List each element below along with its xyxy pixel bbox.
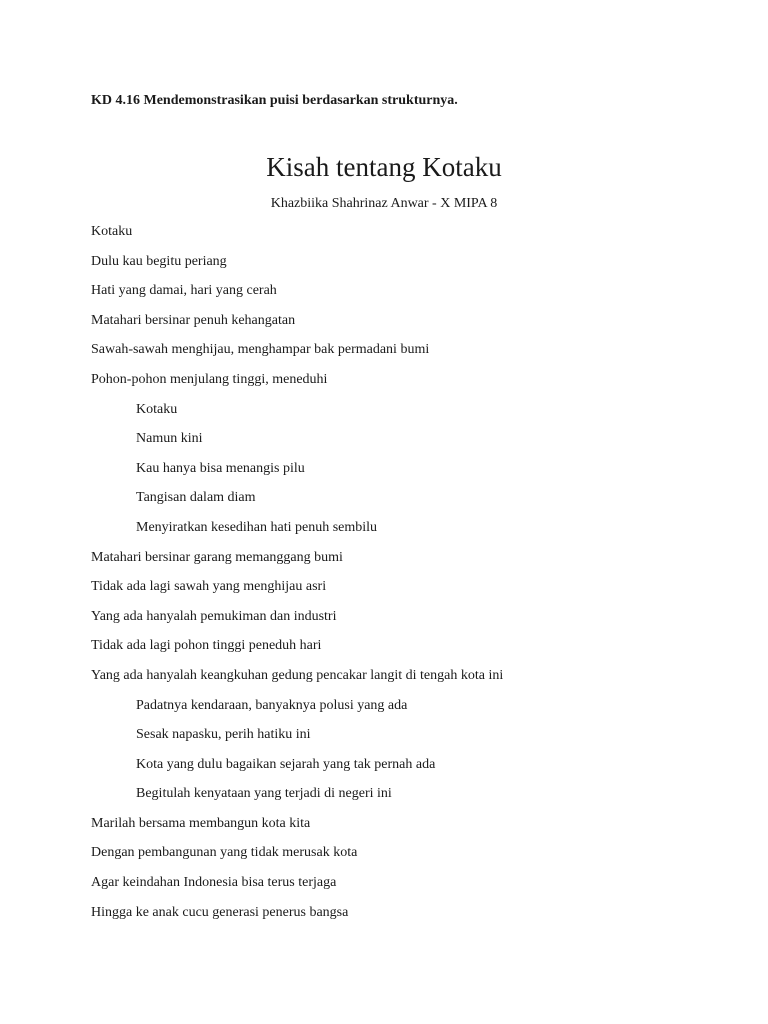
kd-heading: KD 4.16 Mendemonstrasikan puisi berdasarkan strukturnya. xyxy=(91,93,458,108)
poem-line: Hingga ke anak cucu generasi penerus bangsa xyxy=(91,904,349,920)
poem-line: Begitulah kenyataan yang terjadi di negeri ini xyxy=(136,786,392,802)
poem-line: Kota yang dulu bagaikan sejarah yang tak pernah ada xyxy=(136,756,436,772)
poem-line: Tidak ada lagi sawah yang menghijau asri xyxy=(91,579,327,595)
poem-line: Kau hanya bisa menangis pilu xyxy=(136,460,305,476)
poem-body xyxy=(91,223,503,933)
poem-line: Matahari bersinar penuh kehangatan xyxy=(91,312,296,328)
poem-line: Pohon-pohon menjulang tinggi, meneduhi xyxy=(91,371,328,387)
poem-line: Sawah-sawah menghijau, menghampar bak permadani bumi xyxy=(91,342,430,358)
poem-line: Tidak ada lagi pohon tinggi peneduh hari xyxy=(91,638,322,654)
poem-line: Menyiratkan kesedihan hati penuh sembilu xyxy=(136,519,378,535)
poem-line: Marilah bersama membangun kota kita xyxy=(91,815,311,831)
poem-line: Tangisan dalam diam xyxy=(136,490,256,506)
poem-line: Dengan pembangunan yang tidak merusak kota xyxy=(91,845,358,861)
poem-line: Yang ada hanyalah pemukiman dan industri xyxy=(91,608,337,624)
poem-line: Sesak napasku, perih hatiku ini xyxy=(136,727,311,743)
poem-line: Padatnya kendaraan, banyaknya polusi yang ada xyxy=(136,697,408,713)
poem-title: Kisah tentang Kotaku xyxy=(266,152,502,182)
poem-line: Yang ada hanyalah keangkuhan gedung pencakar langit di tengah kota ini xyxy=(91,667,504,683)
poem-line: Hati yang damai, hari yang cerah xyxy=(91,283,277,299)
poem-author: Khazbiika Shahrinaz Anwar - X MIPA 8 xyxy=(270,196,498,211)
poem-line: Kotaku xyxy=(91,224,133,239)
poem-line: Agar keindahan Indonesia bisa terus terjaga xyxy=(91,875,337,891)
poem-line: Matahari bersinar garang memanggang bumi xyxy=(91,549,343,565)
poem-line: Namun kini xyxy=(136,431,203,447)
poem-line: Kotaku xyxy=(136,401,178,417)
poem-line: Dulu kau begitu periang xyxy=(91,253,227,269)
